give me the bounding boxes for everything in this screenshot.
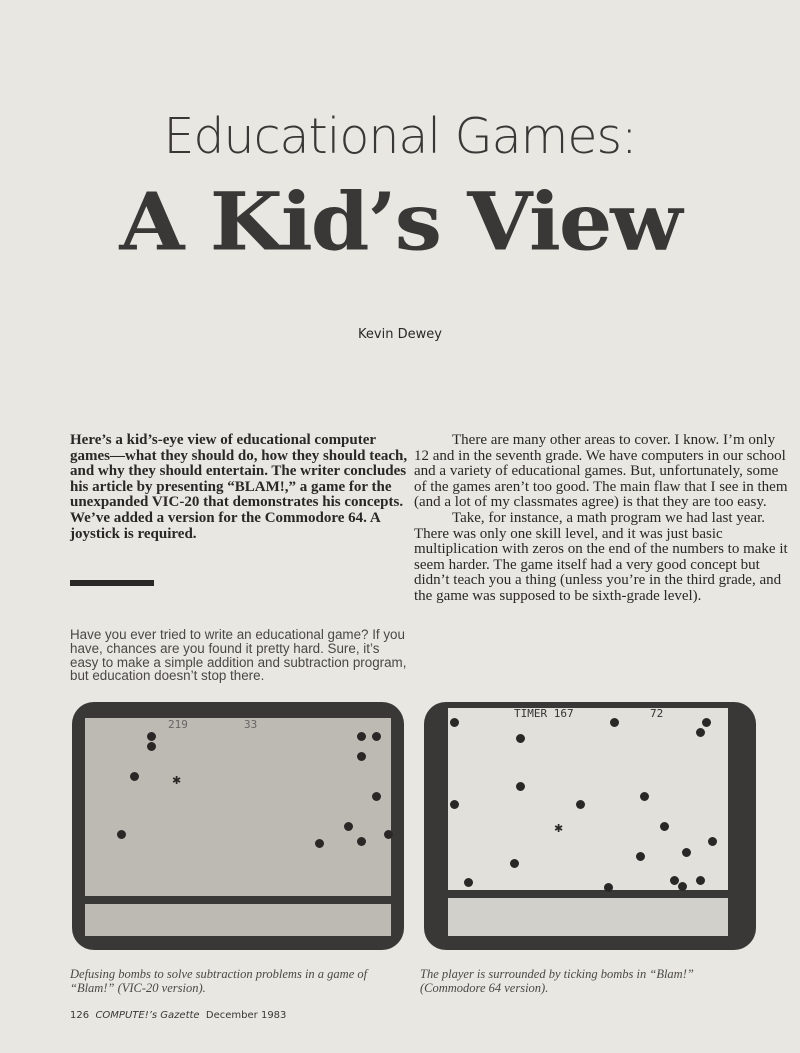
page-number: 126 bbox=[70, 1010, 90, 1021]
score-display: 219 bbox=[168, 718, 188, 731]
vic20-screenshot bbox=[72, 702, 404, 950]
count-display: 33 bbox=[244, 718, 258, 731]
article-abstract: Here’s a kid’s-eye view of educational computer games—what they should do, how they should teach, and why they should entertain. The writer concludes his article by presenting “BLAM!,” a game for the unexpanded VIC-20 that demonstrates his concepts. We’ve added a version for the Commodore 64. A joystick is required. bbox=[70, 432, 408, 542]
game-floor bbox=[448, 898, 728, 936]
player-sprite: ✱ bbox=[554, 822, 564, 835]
player-sprite: ✱ bbox=[172, 774, 182, 787]
timer-display: TIMER 167 bbox=[514, 707, 574, 720]
body-text-left: Have you ever tried to write an educational game? If you have, chances are you found it pretty hard. Sure, it’s easy to make a simple addition and subtraction program, but education doesn’t stop there. bbox=[70, 627, 407, 684]
figure-caption: Defusing bombs to solve subtraction problems in a game of “Blam!” (VIC-20 version). bbox=[70, 967, 368, 995]
figure-caption: The player is surrounded by ticking bombs in “Blam!” (Commodore 64 version). bbox=[420, 967, 694, 995]
c64-screenshot bbox=[424, 702, 756, 950]
magazine-name: COMPUTE!’s Gazette bbox=[95, 1010, 200, 1021]
score-display: 72 bbox=[650, 707, 664, 720]
body-text-right bbox=[414, 433, 790, 605]
game-field bbox=[448, 708, 728, 890]
paragraph: Take, for instance, a math program we had last year. There was only one skill level, and it was just basic multiplication with zeros on the end of the numbers to make it seem harder. The game itself had a very good concept but didn’t teach you a thing (unless you’re in the third grade, and the game was supposed to be sixth-grade level). bbox=[414, 509, 788, 604]
game-field bbox=[85, 718, 391, 896]
page-footer bbox=[70, 1010, 286, 1021]
issue-date: December 1983 bbox=[205, 1010, 287, 1021]
author-byline: Kevin Dewey bbox=[358, 327, 442, 342]
page-title: A Kid’s View bbox=[119, 174, 681, 269]
paragraph: There are many other areas to cover. I know. I’m only 12 and in the seventh grade. We have computers in our school and a variety of educational games. But, unfortunately, some of the games aren’t too good. The main flaw that I see in them (and a lot of my classmates agree) is that they are too easy. bbox=[414, 432, 788, 511]
kicker-title: Educational Games: bbox=[163, 108, 637, 165]
game-floor bbox=[85, 904, 391, 936]
section-divider bbox=[70, 580, 154, 586]
